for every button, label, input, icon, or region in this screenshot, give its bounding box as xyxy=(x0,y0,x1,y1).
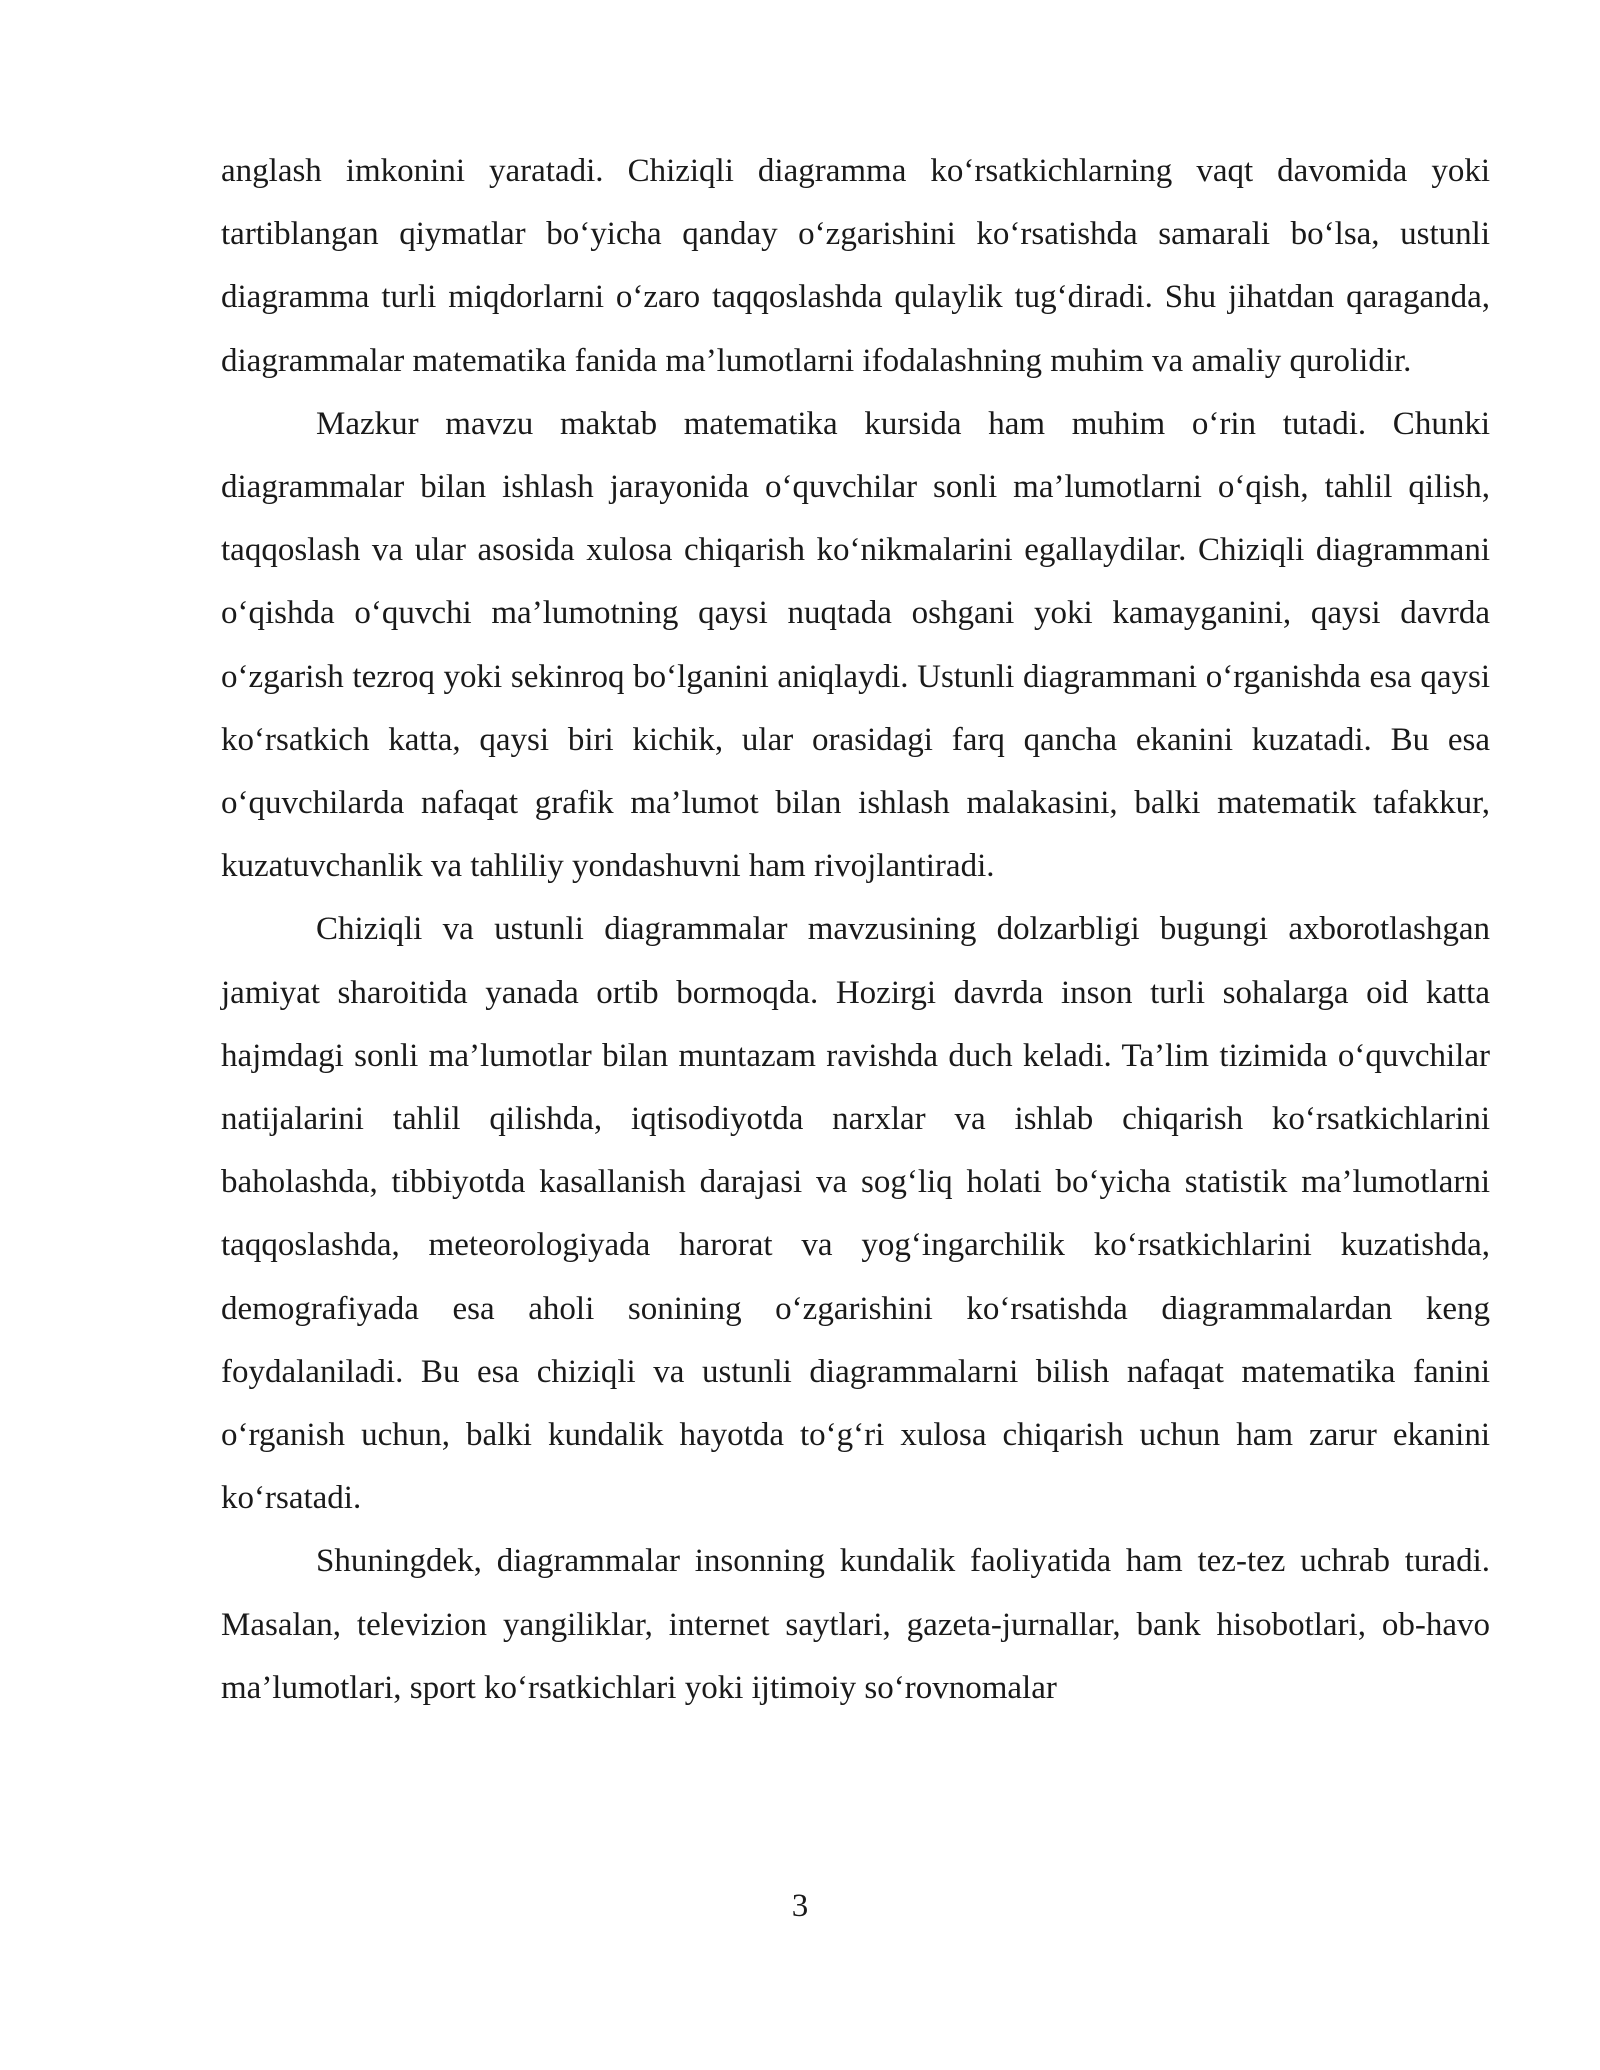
body-text xyxy=(221,140,1490,1720)
paragraph-2: Mazkur mavzu maktab matematika kursida ham muhim o‘rin tutadi. Chunki diagrammalar bilan ishlash jarayonida o‘quvchilar sonli ma’lumotlarni o‘qish, tahlil qilish, taqqoslash va ular asosida xulosa chiqarish ko‘nikmalarini egallaydilar. Chiziqli diagrammani o‘qishda o‘quvchi ma’lumotning qaysi nuqtada oshgani yoki kamayganini, qaysi davrda o‘zgarish tezroq yoki sekinroq bo‘lganini aniqlaydi. Ustunli diagrammani o‘rganishda esa qaysi ko‘rsatkich katta, qaysi biri kichik, ular orasidagi farq qancha ekanini kuzatadi. Bu esa o‘quvchilarda nafaqat grafik ma’lumot bilan ishlash malakasini, balki matematik tafakkur, kuzatuvchanlik va tahliliy yondashuvni ham rivojlantiradi. xyxy=(221,405,1490,885)
paragraph-4: Shuningdek, diagrammalar insonning kundalik faoliyatida ham tez-tez uchrab turadi. Masalan, televizion yangiliklar, internet saytlari, gazeta-jurnallar, bank hisobotlari, ob-havo ma’lumotlari, sport ko‘rsatkichlari yoki ijtimoiy so‘rovnomalar xyxy=(221,1543,1490,1706)
page-number: 3 xyxy=(791,1888,809,1924)
paragraph-3: Chiziqli va ustunli diagrammalar mavzusining dolzarbligi bugungi axborotlashgan jamiyat sharoitida yanada ortib bormoqda. Hozirgi davrda inson turli sohalarga oid katta hajmdagi sonli ma’lumotlar bilan muntazam ravishda duch keladi. Ta’lim tizimida o‘quvchilar natijalarini tahlil qilishda, iqtisodiyotda narxlar va ishlab chiqarish ko‘rsatkichlarini baholashda, tibbiyotda kasallanish darajasi va sog‘liq holati bo‘yicha statistik ma’lumotlarni taqqoslashda, meteorologiyada harorat va yog‘ingarchilik ko‘rsatkichlarini kuzatishda, demografiyada esa aholi sonining o‘zgarishini ko‘rsatishda diagrammalardan keng foydalaniladi. Bu esa chiziqli va ustunli diagrammalarni bilish nafaqat matematika fanini o‘rganish uchun, balki kundalik hayotda to‘g‘ri xulosa chiqarish uchun ham zarur ekanini ko‘rsatadi. xyxy=(221,911,1490,1517)
paragraph-1: anglash imkonini yaratadi. Chiziqli diagramma ko‘rsatkichlarning vaqt davomida yoki tartiblangan qiymatlar bo‘yicha qanday o‘zgarishini ko‘rsatishda samarali bo‘lsa, ustunli diagramma turli miqdorlarni o‘zaro taqqoslashda qulaylik tug‘diradi. Shu jihatdan qaraganda, diagrammalar matematika fanida ma’lumotlarni ifodalashning muhim va amaliy qurolidir. xyxy=(221,153,1490,379)
